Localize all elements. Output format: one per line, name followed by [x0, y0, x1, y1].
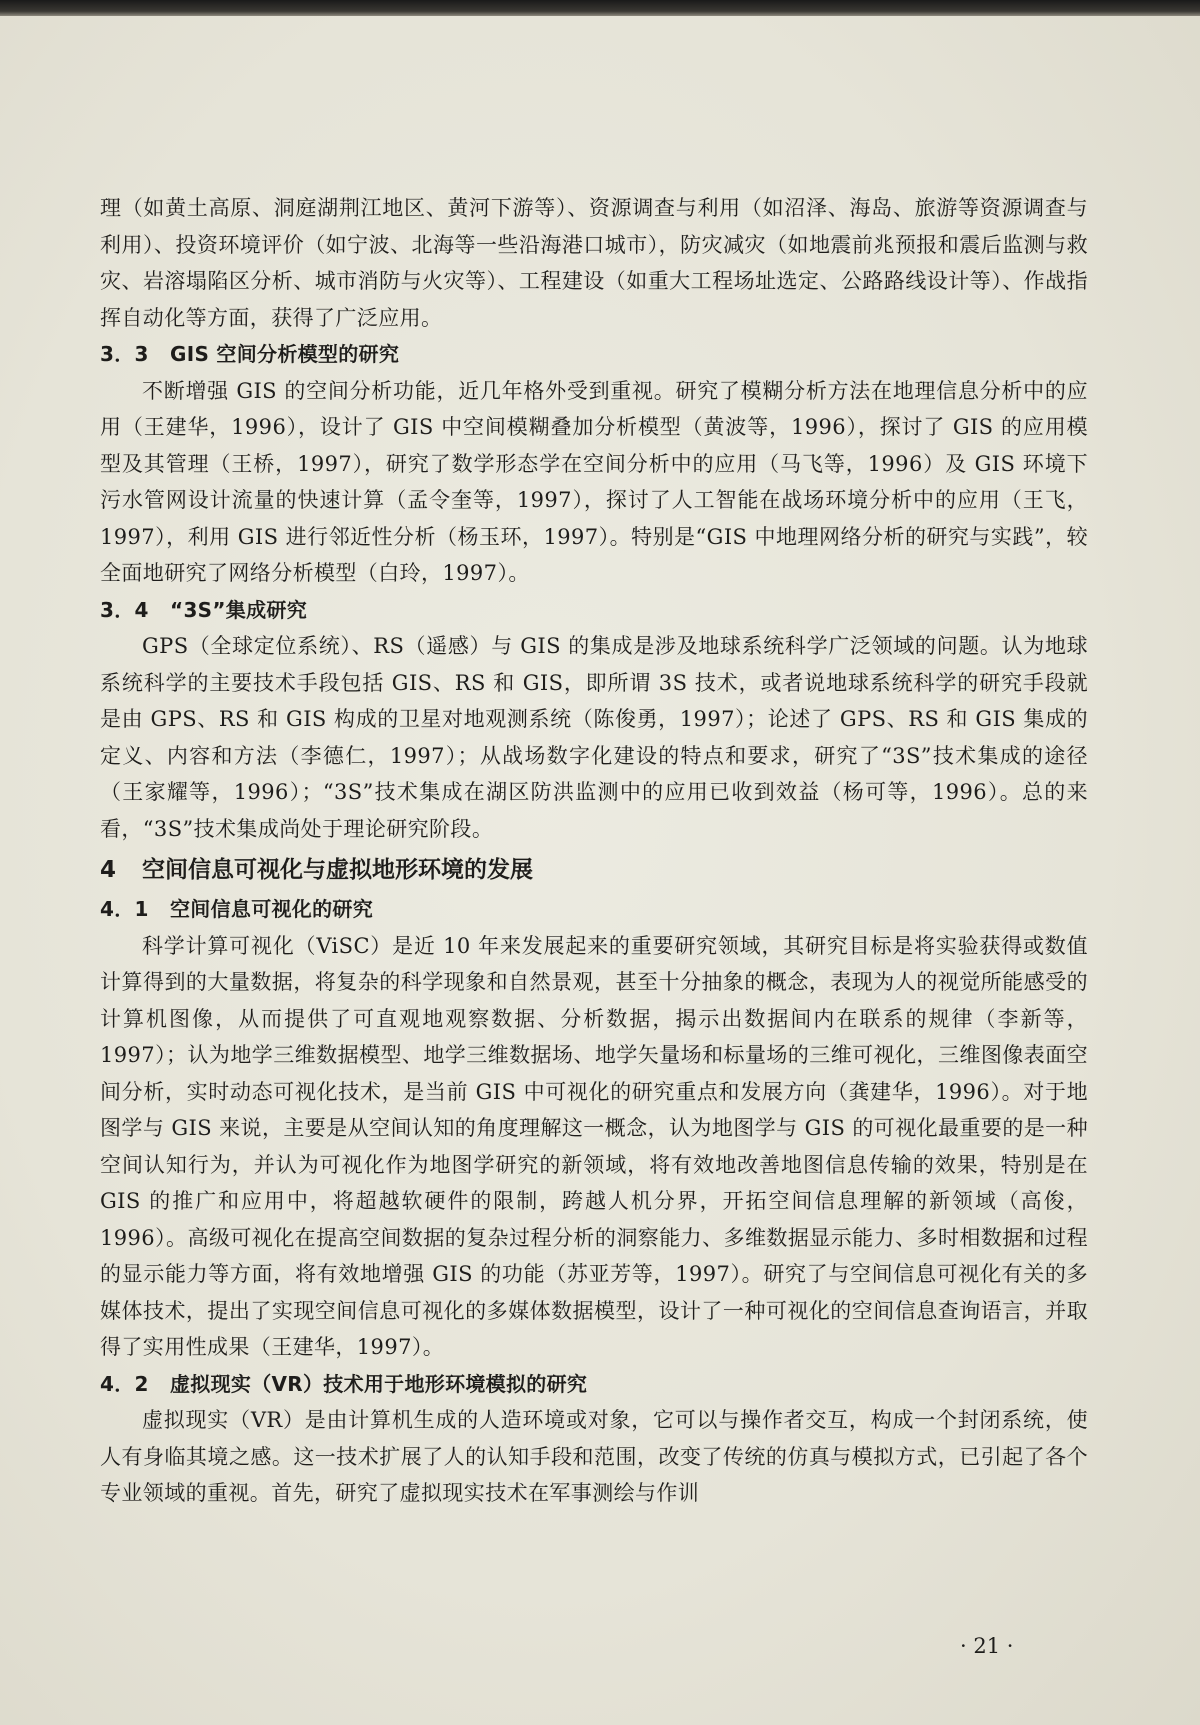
paragraph-3s-integration: GPS（全球定位系统）、RS（遥感）与 GIS 的集成是涉及地球系统科学广泛领域的问题。认为地球系统科学的主要技术手段包括 GIS、RS 和 GIS，即所谓 3S 技术，或者说地球系统科学的研究手段就是由 GPS、RS 和 GIS 构成的卫星对地观测系统（陈俊勇，1997）；论述了 GPS、RS 和 GIS 集成的定义、内容和方法（李德仁，1997）；从战场数字化建设的特点和要求，研究了“3S”技术集成的途径（王家耀等，1996）；“3S”技术集成在湖区防洪监测中的应用已收到效益（杨可等，1996）。总的来看，“3S”技术集成尚处于理论研究阶段。 — [100, 634, 1088, 841]
section-heading-3-4 — [100, 592, 1088, 629]
chapter-heading-4 — [100, 849, 1088, 891]
page-body — [100, 190, 1088, 1512]
book-page — [0, 16, 1200, 1725]
section-number: 4．1 — [100, 897, 149, 921]
section-heading-4-1 — [100, 891, 1088, 928]
chapter-title: 空间信息可视化与虚拟地形环境的发展 — [142, 857, 533, 883]
paragraph-continued: 理（如黄土高原、洞庭湖荆江地区、黄河下游等）、资源调查与利用（如沼泽、海岛、旅游等资源调查与利用）、投资环境评价（如宁波、北海等一些沿海港口城市），防灾减灾（如地震前兆预报和震后监测与救灾、岩溶塌陷区分析、城市消防与火灾等）、工程建设（如重大工程场址选定、公路路线设计等）、作战指挥自动化等方面，获得了广泛应用。 — [100, 196, 1088, 330]
paragraph-visualization: 科学计算可视化（ViSC）是近 10 年来发展起来的重要研究领域，其研究目标是将实验获得或数值计算得到的大量数据，将复杂的科学现象和自然景观，甚至十分抽象的概念，表现为人的视觉所能感受的计算机图像，从而提供了可直观地观察数据、分析数据，揭示出数据间内在联系的规律（李新等，1997）；认为地学三维数据模型、地学三维数据场、地学矢量场和标量场的三维可视化，三维图像表面空间分析，实时动态可视化技术，是当前 GIS 中可视化的研究重点和发展方向（龚建华，1996）。对于地图学与 GIS 来说，主要是从空间认知的角度理解这一概念，认为地图学与 GIS 的可视化最重要的是一种空间认知行为，并认为可视化作为地图学研究的新领域，将有效地改善地图信息传输的效果，特别是在 GIS 的推广和应用中，将超越软硬件的限制，跨越人机分界，开拓空间信息理解的新领域（高俊，1996）。高级可视化在提高空间数据的复杂过程分析的洞察能力、多维数据显示能力、多时相数据和过程的显示能力等方面，将有效地增强 GIS 的功能（苏亚芳等，1997）。研究了与空间信息可视化有关的多媒体技术，提出了实现空间信息可视化的多媒体数据模型，设计了一种可视化的空间信息查询语言，并取得了实用性成果（王建华，1997）。 — [100, 933, 1088, 1359]
section-heading-3-3 — [100, 336, 1088, 373]
section-title: 空间信息可视化的研究 — [170, 897, 373, 921]
section-title: GIS 空间分析模型的研究 — [170, 342, 400, 366]
section-title: 虚拟现实（VR）技术用于地形环境模拟的研究 — [170, 1371, 588, 1396]
section-title: “3S”集成研究 — [170, 597, 308, 622]
section-heading-4-2 — [100, 1366, 1088, 1403]
section-number: 3．4 — [100, 597, 149, 622]
paragraph-spatial-analysis: 不断增强 GIS 的空间分析功能，近几年格外受到重视。研究了模糊分析方法在地理信息分析中的应用（王建华，1996），设计了 GIS 中空间模糊叠加分析模型（黄波等，1996），探讨了 GIS 的应用模型及其管理（王桥，1997），研究了数学形态学在空间分析中的应用（马飞等，1996）及 GIS 环境下污水管网设计流量的快速计算（孟令奎等，1997），探讨了人工智能在战场环境分析中的应用（王飞，1997），利用 GIS 进行邻近性分析（杨玉环，1997）。特别是“GIS 中地理网络分析的研究与实践”，较全面地研究了网络分析模型（白玲，1997）。 — [100, 378, 1088, 585]
chapter-number: 4 — [100, 857, 117, 883]
section-number: 4．2 — [100, 1371, 149, 1396]
scan-top-edge — [0, 0, 1200, 16]
paragraph-virtual-reality: 虚拟现实（VR）是由计算机生成的人造环境或对象，它可以与操作者交互，构成一个封闭系统，使人有身临其境之感。这一技术扩展了人的认知手段和范围，改变了传统的仿真与模拟方式，已引起了各个专业领域的重视。首先，研究了虚拟现实技术在军事测绘与作训 — [100, 1408, 1088, 1505]
page-number: · 21 · — [960, 1634, 1014, 1658]
section-number: 3．3 — [100, 342, 149, 366]
